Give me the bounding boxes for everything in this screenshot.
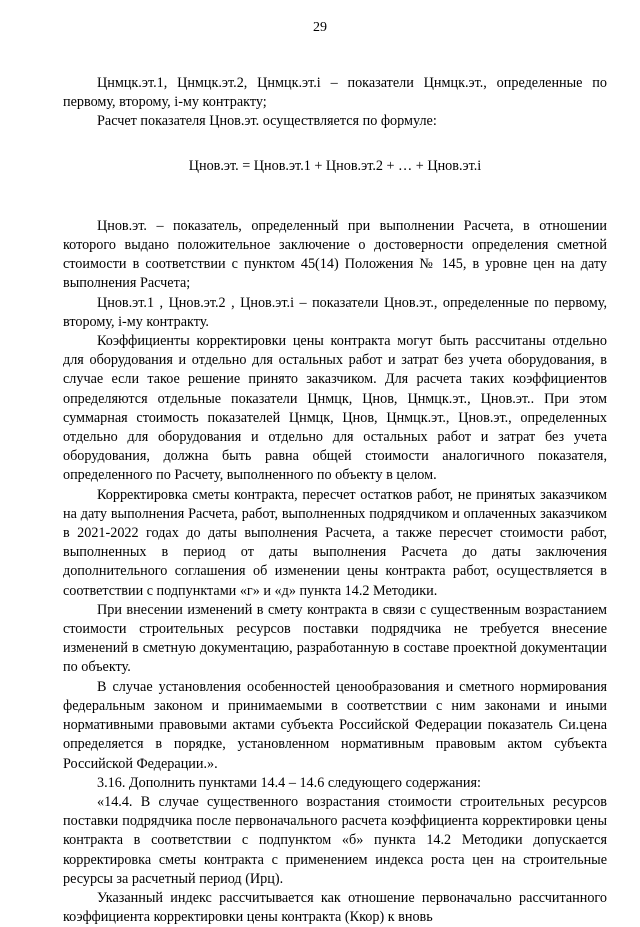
spacer [63, 198, 607, 217]
paragraph-formula-intro: Расчет показателя Цнов.эт. осуществляется по формуле: [97, 113, 437, 130]
paragraph-regional-pricing: В случае установления особенностей ценообразования и сметного нормирования федеральным законом и принимаемыми в соответствии с ним законами и иными нормативными правовыми актами субъекта Российской Федерации показатель Си.цена определяется в порядке, установленном нормативным правовым актом субъекта Российской Федерации.». [63, 678, 607, 772]
document-body [63, 74, 607, 927]
paragraph-amendment: 3.16. Дополнить пунктами 14.4 – 14.6 следующего содержания: [97, 774, 481, 791]
page-number: 29 [313, 20, 327, 35]
paragraph-estimate-correction: Корректировка сметы контракта, пересчет остатков работ, не принятых заказчиком на дату выполнения Расчета, работ, выполненных подрядчиком и оплаченных заказчиком в 2021-2022 годах до даты выполнения Расчета, а также пересчет стоимости работ, выполненных в период от даты выполнения Расчета до даты заключения дополнительного соглашения об изменении цены контракта работ, осуществляется в соответствии с подпунктами «г» и «д» пункта 14.2 Методики. [63, 486, 607, 599]
paragraph-nmck-indicators: Цнмцк.эт.1, Цнмцк.эт.2, Цнмцк.эт.i – показатели Цнмцк.эт., определенные по первому, второму, i-му контракту; [63, 75, 607, 111]
paragraph-index: Указанный индекс рассчитывается как отношение первоначально рассчитанного коэффициента корректировки цены контракта (Ккор) к вновь [63, 889, 607, 926]
formula: Цнов.эт. = Цнов.эт.1 + Цнов.эт.2 + … + Цнов.эт.i [188, 157, 482, 174]
paragraph-coefficients: Коэффициенты корректировки цены контракта могут быть рассчитаны отдельно для оборудования и отдельно для остальных работ и затрат без учета оборудования, в случае если такое решение принято заказчиком. Для расчета таких коэффициентов определяются отдельные показатели Цнмцк, Цнов, Цнмцк.эт., Цнов.эт.. При этом суммарная стоимость показателей Цнмцк, Цнов, Цнмцк.эт., Цнов.эт., определенных отдельно для оборудования и отдельно для остальных работ и затрат без учета оборудования, должна быть равна общей стоимости аналогичного показателя, определенного по Расчету, выполненного по объекту в целом. [63, 333, 607, 484]
paragraph-changes: При внесении изменений в смету контракта в связи с существенным возрастанием стоимости строительных ресурсов поставки подрядчика не требуется внесение изменений в сметную документацию, разработанную в составе проектной документации по объекту. [63, 601, 607, 676]
paragraph-nov-definition: Цнов.эт. – показатель, определенный при выполнении Расчета, в отношении которого выдано положительное заключение о достоверности определения сметной стоимости в соответствии с пунктом 45(14) Положения № 145, в уровне цен на дату выполнения Расчета; [63, 217, 607, 292]
paragraph-nov-indicators: Цнов.эт.1 , Цнов.эт.2 , Цнов.эт.i – показатели Цнов.эт., определенные по первому, второму, i-му контракту. [63, 294, 607, 330]
paragraph-14-4: «14.4. В случае существенного возрастания стоимости строительных ресурсов поставки подрядчика после первоначального расчета коэффициента корректировки цены контракта в соответствии с подпунктом «б» пункта 14.2 Методики допускается корректировка сметы контракта с применением индекса роста цен на строительные ресурсы за расчетный период (Ирц). [63, 793, 607, 887]
